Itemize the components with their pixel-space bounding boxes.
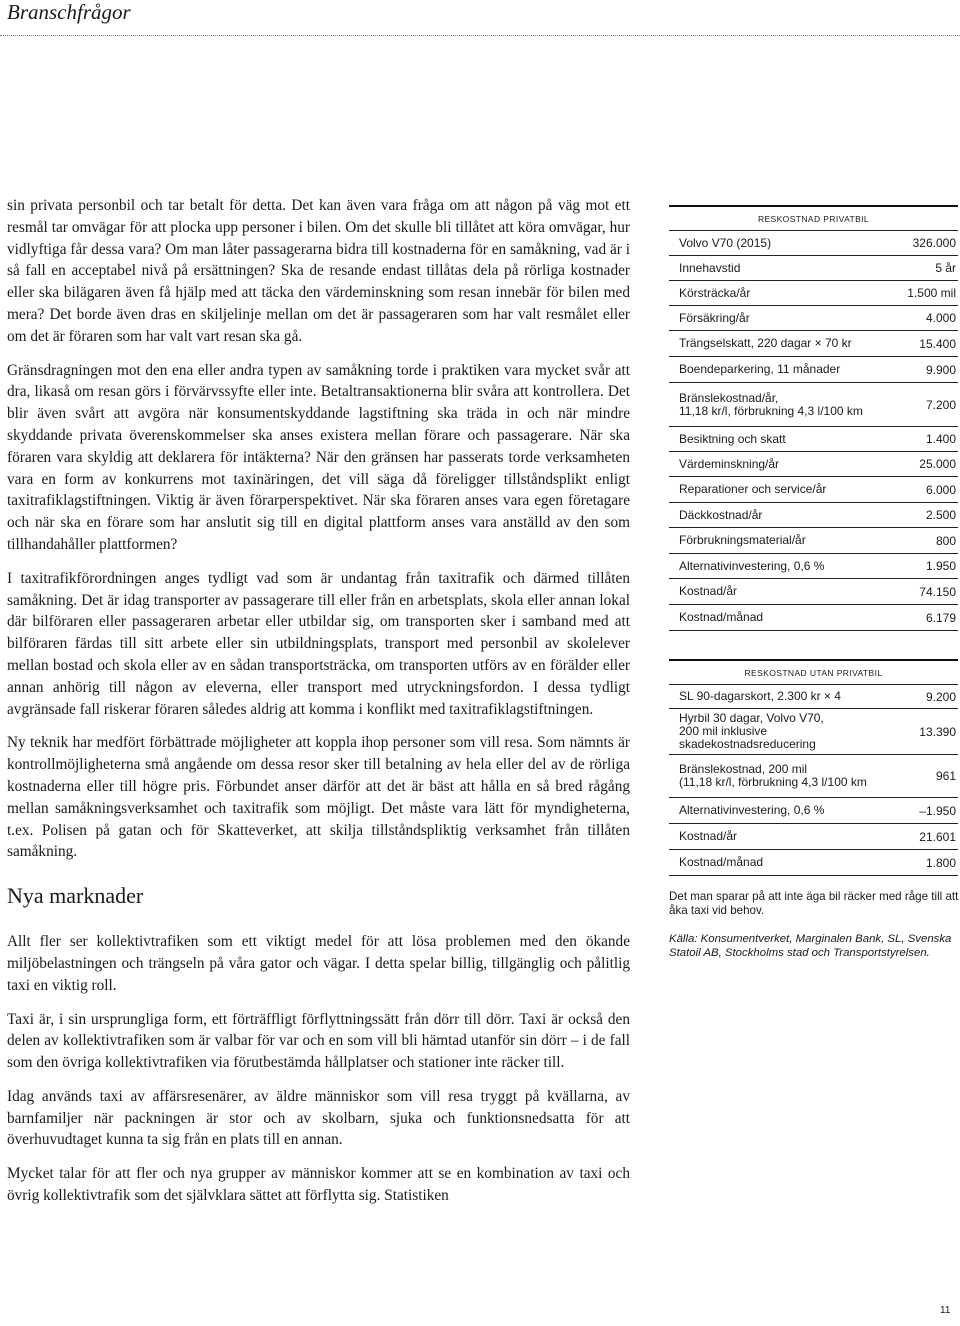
- table-row: [669, 554, 958, 579]
- table-row: [669, 231, 958, 256]
- row-label: Värdeminskning/år: [679, 456, 780, 471]
- table-row: [669, 528, 958, 554]
- sidebar-source: Källa: Konsumentverket, Marginalen Bank, SL, Svenska Statoil AB, Stockholms stad och Transportstyrelsen.: [669, 933, 952, 959]
- row-label: Alternativinvestering, 0,6 %: [679, 558, 825, 573]
- sidebar-note: Det man sparar på att inte äga bil räcker med råge till att åka taxi vid behov.: [669, 890, 959, 917]
- body-paragraph: I taxitrafikförordningen anges tydligt vad som är undantag från taxitrafik och därmed tillåten samåkning. Det är idag transporter av passagerare till eller från en arbetsplats, skola eller annan lokal där bilföraren eller passageraren arbetar eller utbildar sig, om transporten sker i samband med att bilföraren färdas till sitt arbete eller sin utbildningsplats, transport med personbil av skolelever mellan bostad och skola eller av en sådan transportsträcka, om transporten utförs av en förälder eller annan anhörig till någon av eleverna, eller transport med utryckningsfordon. I dessa tydligt avgränsade fall riskerar föraren således aldrig att komma i konflikt med taxitrafiklagstiftningen.: [7, 569, 630, 718]
- row-label: Kostnad/månad: [679, 855, 764, 869]
- row-label: Hyrbil 30 dagar, Volvo V70, 200 mil inklusive skadekostnadsreducering: [679, 711, 824, 751]
- page-number: 11: [940, 1305, 951, 1316]
- table-row: [669, 383, 958, 427]
- section-heading: Nya marknader: [7, 883, 144, 909]
- row-label: SL 90-dagarskort, 2.300 kr × 4: [679, 689, 841, 703]
- row-label: Körsträcka/år: [679, 285, 751, 300]
- table-row: [669, 605, 958, 631]
- body-paragraph: Mycket talar för att fler och nya grupper av människor kommer att se en kombination av taxi och övrig kollektivtrafik som det självklara sättet att förflytta sig. Statistiken: [7, 1165, 630, 1205]
- table-row: [669, 824, 958, 850]
- table-caption: RESKOSTNAD PRIVATBIL: [669, 207, 958, 231]
- row-value: 13.390: [919, 724, 956, 739]
- row-value: 9.900: [925, 362, 956, 377]
- table-row: [669, 798, 958, 824]
- row-label: Däckkostnad/år: [679, 507, 763, 522]
- row-value: 21.601: [919, 829, 956, 844]
- table-row: [669, 306, 958, 331]
- row-label: Boendeparkering, 11 månader: [679, 362, 841, 376]
- body-paragraph: sin privata personbil och tar betalt för detta. Det kan även vara fråga om att någon på väg mot ett resmål tar omvägar för att plocka upp personer i bilen. Om det skulle bli tillåtet att köra omvägar, hur vidlyftiga får dessa vara? Om man låter passagerarna bidra till kostnaderna för en samåkning, vad är i så fall en acceptabel nivå på ersättningen? Ska de resande endast tillåtas dela på rörliga kostnader eller ska bilägaren även få hjälp med att täcka den värdeminskning som resan innebär för bilen med mera? Det borde även dras en skiljelinje mellan om det är passageraren som har valt resmålet eller om det är föraren som har valt vart resan ska gå.: [7, 197, 630, 345]
- row-value: 1.800: [925, 855, 956, 870]
- body-paragraph: Ny teknik har medfört förbättrade möjligheter att koppla ihop personer som vill resa. Som nämnts är kontrollmöjligheterna små angående om dessa resor sker till betalning av hela eller del av de rörliga kostnaderna eller till högre pris. Förbundet anser därför att det är bäst att hålla en så bred rågång mellan samåkningsverksamhet och taxitrafik som möjligt. Det måste vara lätt för myndigheterna, t.ex. Polisen på gatan och för Skatteverket, att skilja tillståndspliktig verksamhet från tillåten samåkning.: [7, 734, 630, 861]
- table-row: [669, 503, 958, 528]
- row-label: Förbrukningsmaterial/år: [679, 533, 806, 547]
- header-divider: [0, 35, 960, 36]
- body-paragraph: Idag används taxi av affärsresenärer, av äldre människor som vill resa tryggt på kvällarna, av barnfamiljer när packningen är stor och av skolbarn, sjuka och funktionsnedsatta för att överhuvudtaget kunna ta sig från en plats till en annan.: [7, 1087, 630, 1149]
- row-value: 5 år: [935, 261, 956, 275]
- row-value: –1.950: [919, 803, 956, 818]
- row-label: Bränslekostnad, 200 mil (11,18 kr/l, förbrukning 4,3 l/100 km: [679, 762, 867, 789]
- table-row: [669, 850, 958, 876]
- table-row: [669, 685, 958, 709]
- row-value: 7.200: [925, 397, 956, 412]
- table-row: [669, 331, 958, 357]
- row-value: 326.000: [912, 236, 956, 250]
- table-row: [669, 755, 958, 798]
- table-without-car: [669, 659, 958, 876]
- row-label: Kostnad/år: [679, 829, 738, 843]
- row-value: 4.000: [925, 311, 956, 325]
- running-header-title: Branschfrågor: [7, 0, 131, 24]
- row-value: 2.500: [925, 508, 956, 522]
- cost-sidebar: [669, 205, 959, 960]
- row-value: 9.200: [925, 689, 956, 704]
- table-row: [669, 709, 958, 755]
- row-label: Volvo V70 (2015): [679, 235, 772, 250]
- row-value: 961: [935, 769, 956, 783]
- row-label: Försäkring/år: [679, 310, 750, 325]
- row-value: 25.000: [919, 457, 956, 471]
- main-text-column: [7, 195, 630, 1219]
- row-label: Besiktning och skatt: [679, 431, 786, 446]
- row-value: 6.000: [925, 482, 956, 497]
- row-label: Trängselskatt, 220 dagar × 70 kr: [679, 336, 852, 350]
- row-label: Reparationer och service/år: [679, 482, 827, 496]
- table-row: [669, 477, 958, 503]
- row-value: 1.950: [925, 559, 956, 573]
- table-body: [669, 685, 958, 876]
- row-value: 6.179: [925, 610, 956, 625]
- table-body: [669, 231, 958, 631]
- table-caption: RESKOSTNAD UTAN PRIVATBIL: [669, 661, 958, 685]
- row-value: 74.150: [919, 584, 956, 599]
- row-value: 800: [935, 533, 956, 548]
- table-row: [669, 256, 958, 281]
- row-label: Kostnad/år: [679, 584, 738, 598]
- table-row: [669, 579, 958, 605]
- table-row: [669, 281, 958, 306]
- row-label: Bränslekostnad/år, 11,18 kr/l, förbrukning 4,3 l/100 km: [679, 390, 863, 418]
- body-paragraph: Taxi är, i sin ursprungliga form, ett förträffligt förflyttningssätt från dörr till dörr. Taxi är också den delen av kollektivtrafiken som är valbar för var och en som vill bli hämtad utanför sin dörr – i de fall som den övriga kollektivtrafiken via förutbestämda hållplatser och stationer inte räcker till.: [7, 1010, 630, 1072]
- table-private-car: [669, 205, 958, 631]
- body-paragraph: Gränsdragningen mot den ena eller andra typen av samåkning torde i praktiken vara mycket svår att dra, likaså om resan görs i förvärvssyfte eller inte. Betaltransaktionerna blir svåra att kontrollera. Det blir även svårt att avgöra när konsumentskyddande lagstiftning ska träda in och när mindre skyddande privata överenskommelser ska anses existera mellan förare och passagerare. När ska föraren vara skyldig att deklarera för intäkterna? När den gränsen har passerats torde verksamheten vara en form av konkurrens mot taxinäringen, det vill säga då föreligger tillståndsplikt enligt taxitrafiklagstiftningen. Viktig är även förarperspektivet. När ska föraren anses vara egen företagare och när ska en förare som har anslutit sig till en digital plattform anses vara anställd av den som tillhandahåller plattformen?: [7, 361, 630, 553]
- table-row: [669, 357, 958, 383]
- table-row: [669, 427, 958, 452]
- body-paragraph: Allt fler ser kollektivtrafiken som ett viktigt medel för att lösa problemen med den ökande miljöbelastningen och trängseln på våra gator och vägar. I detta spelar billig, tillgänglig och pålitlig taxi en viktig roll.: [7, 933, 630, 994]
- row-value: 15.400: [919, 336, 956, 351]
- row-value: 1.400: [925, 432, 956, 446]
- row-label: Kostnad/månad: [679, 610, 764, 624]
- table-row: [669, 452, 958, 477]
- row-value: 1.500 mil: [907, 286, 956, 300]
- row-label: Alternativinvestering, 0,6 %: [679, 803, 825, 817]
- row-label: Innehavstid: [679, 260, 741, 275]
